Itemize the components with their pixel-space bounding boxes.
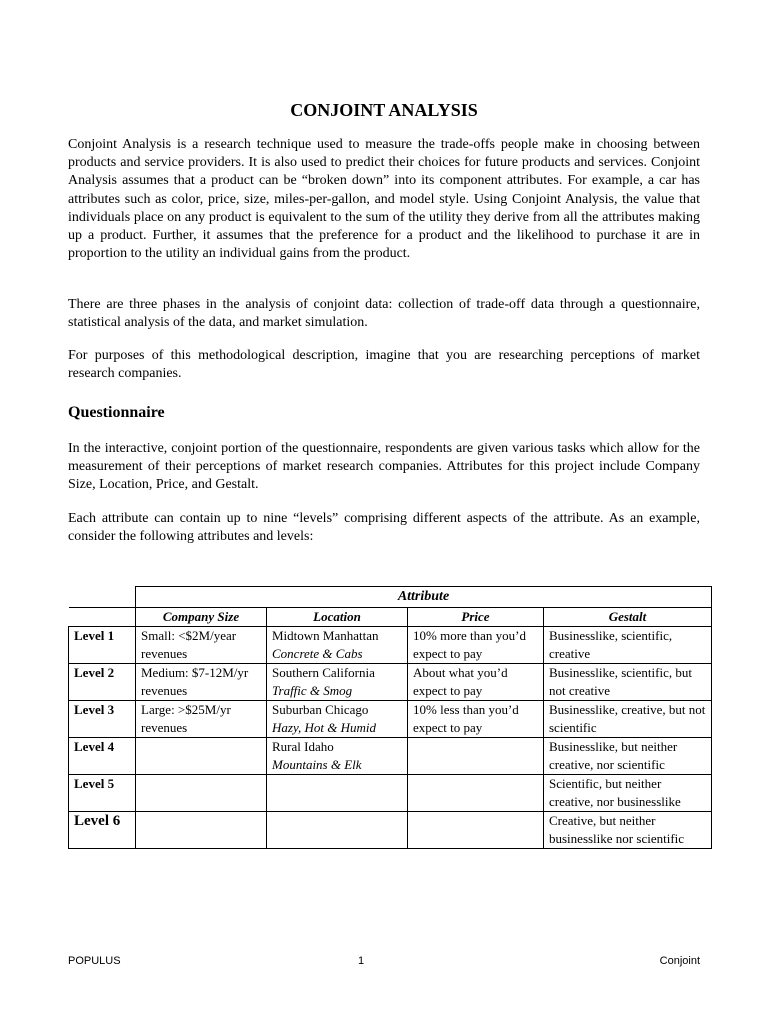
location-cell — [267, 775, 408, 812]
size-cell: Large: >$25M/yr revenues — [136, 701, 267, 738]
location-note: Mountains & Elk — [272, 757, 362, 772]
level-label: Level 5 — [69, 775, 136, 812]
level-label: Level 4 — [69, 738, 136, 775]
table-row — [69, 738, 712, 775]
table-row — [69, 664, 712, 701]
gestalt-cell: Scientific, but neither creative, nor businesslike — [544, 775, 712, 812]
column-header-price: Price — [408, 608, 544, 627]
level-label: Level 6 — [69, 812, 136, 849]
table-group-header-row — [69, 587, 712, 608]
gestalt-cell: Businesslike, scientific, creative — [544, 627, 712, 664]
price-cell — [408, 738, 544, 775]
table-row — [69, 627, 712, 664]
gestalt-cell: Businesslike, but neither creative, nor scientific — [544, 738, 712, 775]
table-row — [69, 701, 712, 738]
location-name: Midtown Manhattan — [272, 628, 379, 643]
size-cell — [136, 738, 267, 775]
location-name: Southern California — [272, 665, 375, 680]
levels-paragraph: Each attribute can contain up to nine “levels” comprising different aspects of the attribute. As an example, consider the following attributes and levels: — [68, 511, 700, 545]
document-title: CONJOINT ANALYSIS — [290, 100, 478, 120]
location-cell — [267, 664, 408, 701]
location-cell — [267, 627, 408, 664]
purpose-paragraph: For purposes of this methodological description, imagine that you are researching perceptions of market research companies. — [68, 348, 700, 382]
price-cell: 10% less than you’d expect to pay — [408, 701, 544, 738]
footer-left: POPULUS — [68, 955, 121, 967]
price-cell: About what you’d expect to pay — [408, 664, 544, 701]
column-header-gestalt: Gestalt — [544, 608, 712, 627]
intro-paragraph: Conjoint Analysis is a research technique used to measure the trade-offs people make in choosing between products and service providers. It is also used to predict their choices for future products and services. Conjoint Analysis assumes that a product can be “broken down” into its component attributes. For example, a car has attributes such as color, price, size, miles-per-gallon, and model style. Using Conjoint Analysis, the value that individuals place on any product is equivalent to the sum of the utility they derive from all the attributes making up a product. Further, it assumes that the preference for a product and the likelihood to purchase it are in proportion to the utility an individual gains from the product. — [68, 137, 700, 262]
location-cell — [267, 812, 408, 849]
attributes-table — [68, 586, 712, 849]
size-cell: Small: <$2M/year revenues — [136, 627, 267, 664]
footer-right: Conjoint — [659, 955, 700, 967]
size-cell: Medium: $7-12M/yr revenues — [136, 664, 267, 701]
location-name: Suburban Chicago — [272, 702, 369, 717]
table-corner-cell — [69, 608, 136, 627]
gestalt-cell: Businesslike, creative, but not scientific — [544, 701, 712, 738]
level-label: Level 3 — [69, 701, 136, 738]
column-header-company-size: Company Size — [136, 608, 267, 627]
section-heading: Questionnaire — [68, 404, 165, 421]
column-header-location: Location — [267, 608, 408, 627]
questionnaire-paragraph: In the interactive, conjoint portion of the questionnaire, respondents are given various tasks which allow for the measurement of their perceptions of market research companies. Attributes for this project include Company Size, Location, Price, and Gestalt. — [68, 441, 700, 493]
phases-paragraph: There are three phases in the analysis of conjoint data: collection of trade-off data through a questionnaire, statistical analysis of the data, and market simulation. — [68, 297, 700, 331]
location-cell — [267, 701, 408, 738]
price-cell — [408, 775, 544, 812]
location-note: Traffic & Smog — [272, 683, 353, 698]
gestalt-cell: Businesslike, scientific, but not creative — [544, 664, 712, 701]
location-note: Hazy, Hot & Humid — [272, 720, 376, 735]
gestalt-cell: Creative, but neither businesslike nor scientific — [544, 812, 712, 849]
table-row — [69, 775, 712, 812]
price-cell: 10% more than you’d expect to pay — [408, 627, 544, 664]
footer-page-number: 1 — [358, 955, 365, 967]
table-corner-cell — [69, 587, 136, 608]
location-name: Rural Idaho — [272, 739, 334, 754]
table-row — [69, 812, 712, 849]
table-column-header-row — [69, 608, 712, 627]
attribute-group-header: Attribute — [136, 587, 712, 608]
level-label: Level 2 — [69, 664, 136, 701]
location-cell — [267, 738, 408, 775]
price-cell — [408, 812, 544, 849]
size-cell — [136, 775, 267, 812]
level-label: Level 1 — [69, 627, 136, 664]
location-note: Concrete & Cabs — [272, 646, 363, 661]
size-cell — [136, 812, 267, 849]
